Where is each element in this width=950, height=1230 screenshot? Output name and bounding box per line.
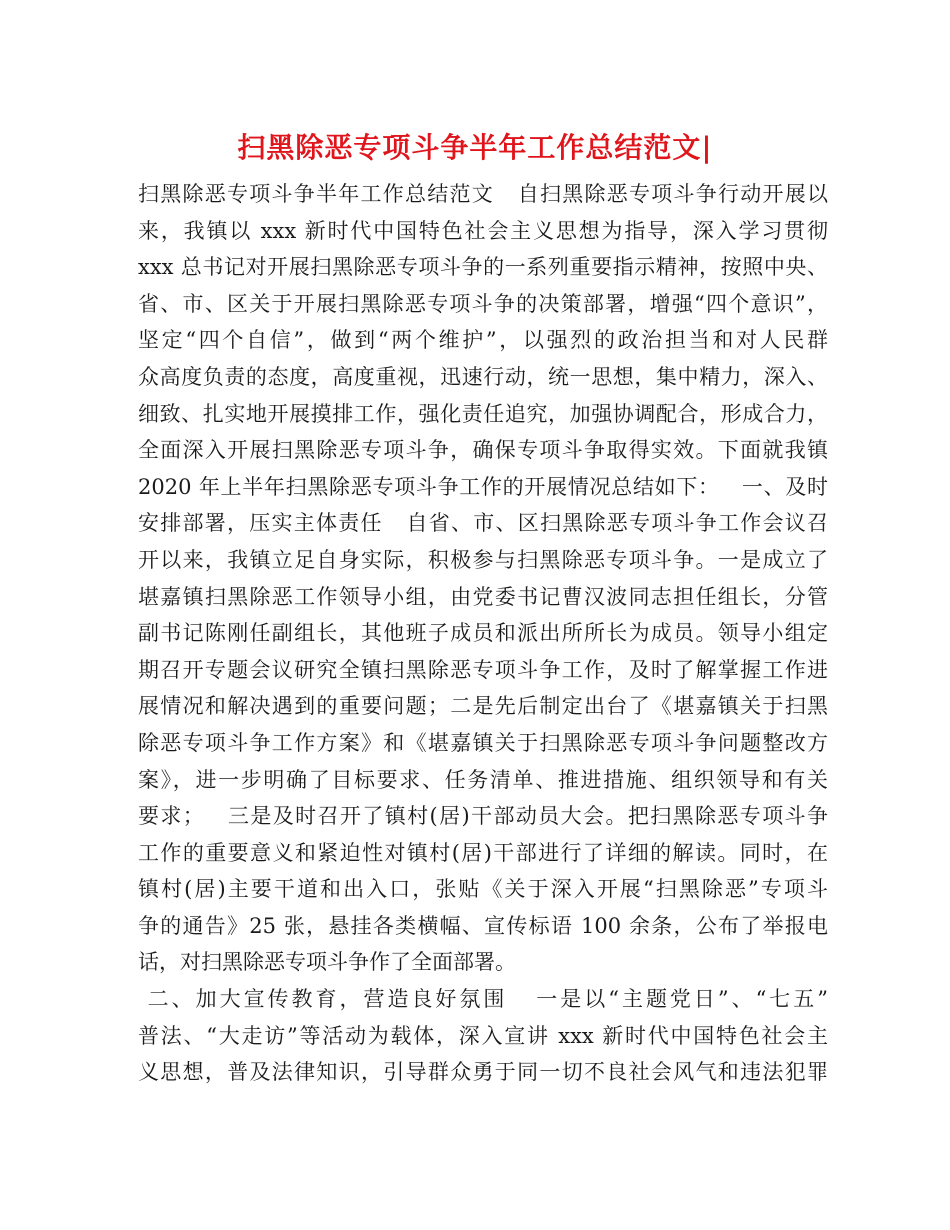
body-line: 安排部署，压实主体责任 自省、市、区扫黑除恶专项斗争工作会议召 [138, 511, 828, 536]
body-line: 坚定“四个自信”，做到“两个维护”，以强烈的政治担当和对人民群 [138, 328, 828, 353]
body-line: 众高度负责的态度，高度重视，迅速行动，统一思想，集中精力，深入、 [138, 364, 828, 389]
body-line: 普法、“大走访”等活动为载体，深入宣讲 xxx 新时代中国特色社会主 [138, 1023, 828, 1048]
body-line: 二、加大宣传教育，营造良好氛围 一是以“主题党日”、“七五” [138, 987, 828, 1012]
body-line: 要求； 三是及时召开了镇村(居)干部动员大会。把扫黑除恶专项斗争 [138, 804, 828, 829]
body-line: 堪嘉镇扫黑除恶工作领导小组，由党委书记曹汉波同志担任组长，分管 [138, 584, 828, 609]
body-line: xxx 总书记对开展扫黑除恶专项斗争的一系列重要指示精神，按照中央、 [138, 255, 828, 280]
body-line: 镇村(居)主要干道和出入口，张贴《关于深入开展“扫黑除恶”专项斗 [138, 877, 828, 902]
body-line: 2020 年上半年扫黑除恶专项斗争工作的开展情况总结如下： 一、及时 [138, 474, 828, 499]
body-line: 展情况和解决遇到的重要问题；二是先后制定出台了《堪嘉镇关于扫黑 [138, 694, 828, 719]
document-body [138, 176, 828, 1091]
body-line: 扫黑除恶专项斗争半年工作总结范文 自扫黑除恶专项斗争行动开展以 [138, 182, 828, 206]
body-line: 争的通告》25 张，悬挂各类横幅、宣传标语 100 余条，公布了举报电 [138, 913, 828, 938]
body-line: 期召开专题会议研究全镇扫黑除恶专项斗争工作，及时了解掌握工作进 [138, 657, 828, 682]
body-line: 来，我镇以 xxx 新时代中国特色社会主义思想为指导，深入学习贯彻 [138, 218, 828, 243]
body-line: 细致、扎实地开展摸排工作，强化责任追究，加强协调配合，形成合力， [138, 401, 828, 426]
body-line: 义思想，普及法律知识，引导群众勇于同一切不良社会风气和违法犯罪 [138, 1060, 828, 1085]
body-line: 全面深入开展扫黑除恶专项斗争，确保专项斗争取得实效。下面就我镇 [138, 438, 828, 463]
document-title: 扫黑除恶专项斗争半年工作总结范文| [237, 131, 713, 164]
body-line: 工作的重要意义和紧迫性对镇村(居)干部进行了详细的解读。同时，在 [138, 840, 828, 865]
body-line: 开以来，我镇立足自身实际，积极参与扫黑除恶专项斗争。一是成立了 [138, 547, 828, 572]
body-line: 话，对扫黑除恶专项斗争作了全面部署。 [138, 950, 516, 975]
body-line: 案》，进一步明确了目标要求、任务清单、推进措施、组织领导和有关 [138, 767, 828, 792]
body-line: 除恶专项斗争工作方案》和《堪嘉镇关于扫黑除恶专项斗争问题整改方 [138, 730, 828, 755]
body-line: 副书记陈刚任副组长，其他班子成员和派出所所长为成员。领导小组定 [138, 621, 828, 646]
body-line: 省、市、区关于开展扫黑除恶专项斗争的决策部署，增强“四个意识”， [138, 291, 828, 316]
